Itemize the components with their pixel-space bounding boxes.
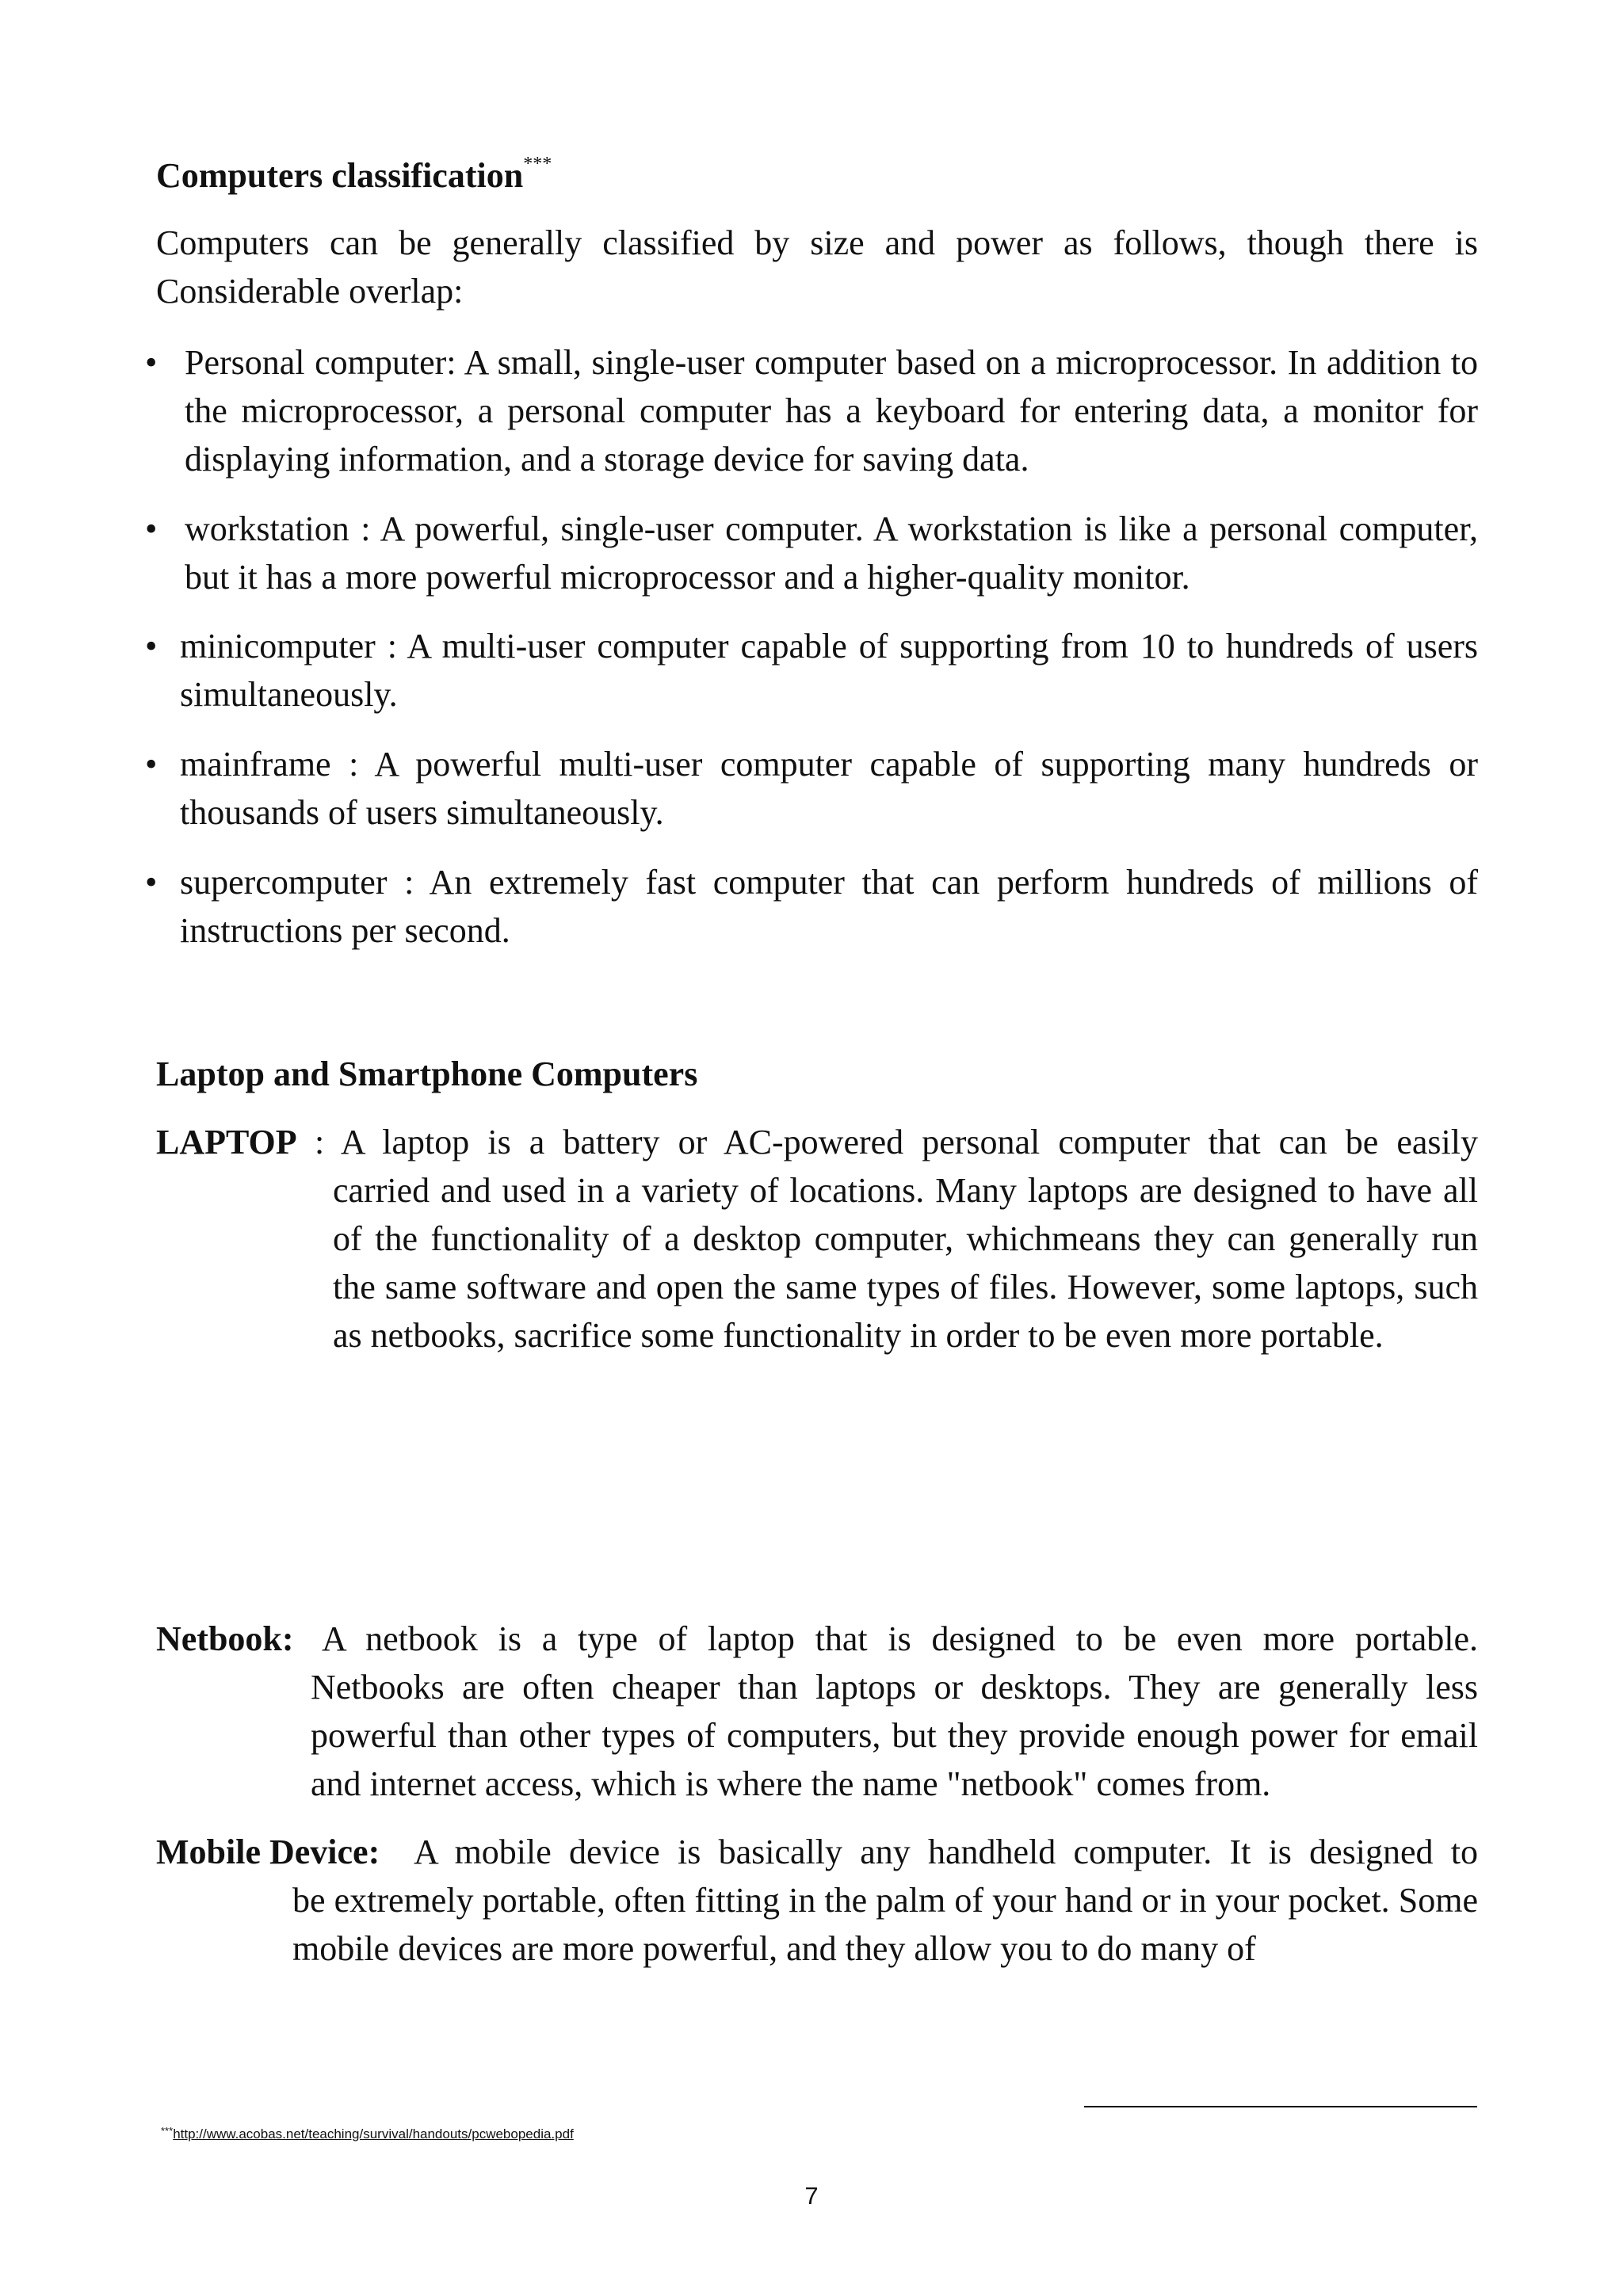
bullet-item-minicomputer: minicomputer : A multi-user computer capable of supporting from 10 to hundreds of users simultaneously. [180, 627, 1478, 714]
term-laptop: LAPTOP [156, 1123, 297, 1161]
laptop-definition-first-line: : A laptop is a battery or AC-powered personal computer that can be easily [315, 1123, 1478, 1161]
bullet-item-supercomputer: supercomputer : An extremely fast computer that can perform hundreds of millions of instructions per second. [180, 863, 1478, 950]
bullet-item-personal-computer: Personal computer: A small, single-user computer based on a microprocessor. In addition to the microprocessor, a personal computer has a keyboard for entering data, a monitor for displaying information, and a storage device for saving data. [185, 343, 1478, 479]
footnote-separator [1084, 2106, 1477, 2107]
mobile-device-definition-first-line: A mobile device is basically any handheld computer. It is designed to [414, 1833, 1478, 1871]
bullet-icon: • [145, 509, 158, 548]
bullet-item-workstation: workstation : A powerful, single-user computer. A workstation is like a personal computer, but it has a more powerful microprocessor and a higher-quality monitor. [185, 509, 1478, 597]
netbook-definition-body: Netbooks are often cheaper than laptops or desktops. They are generally less powerful than other types of computers, but they provide enough power for email and internet access, which is where the name "netbook" comes from. [311, 1668, 1478, 1803]
term-netbook: Netbook: [156, 1619, 294, 1658]
bullet-item-mainframe: mainframe : A powerful multi-user computer capable of supporting many hundreds or thousands of users simultaneously. [180, 745, 1478, 832]
footnote [161, 2122, 574, 2143]
section-heading-laptop-smartphone: Laptop and Smartphone Computers [156, 1055, 698, 1093]
netbook-definition-first-line: A netbook is a type of laptop that is designed to be even more portable. [322, 1619, 1478, 1658]
page-number: 7 [804, 2182, 819, 2210]
mobile-device-definition-body: be extremely portable, often fitting in the palm of your hand or in your pocket. Some mobile devices are more powerful, and they allow you to do many of [292, 1881, 1478, 1968]
footnote-mark: *** [161, 2125, 174, 2137]
bullet-icon: • [145, 343, 158, 382]
bullet-icon: • [145, 745, 158, 784]
bullet-icon: • [145, 863, 158, 902]
heading-text: Computers classification [156, 156, 524, 195]
intro-paragraph: Computers can be generally classified by size and power as follows, though there is Considerable overlap: [156, 223, 1478, 311]
footnote-reference-mark: *** [523, 154, 552, 174]
bullet-icon: • [145, 627, 158, 666]
section-heading-computers-classification [156, 152, 552, 200]
term-mobile-device: Mobile Device: [156, 1833, 380, 1871]
footnote-link[interactable]: http://www.acobas.net/teaching/survival/handouts/pcwebopedia.pdf [173, 2126, 574, 2142]
laptop-definition-body: carried and used in a variety of locations. Many laptops are designed to have all of the functionality of a desktop computer, whichmeans they can generally run the same software and open the same types of files. However, some laptops, such as netbooks, sacrifice some functionality in order to be even more portable. [333, 1171, 1478, 1355]
